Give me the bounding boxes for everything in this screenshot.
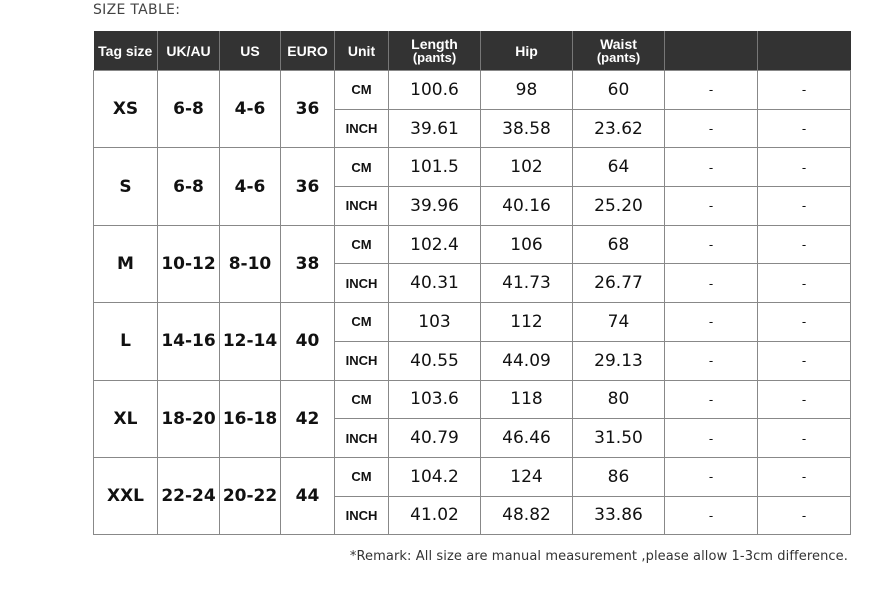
cell-extra-2: - [758,225,851,264]
header-waist: Waist (pants) [573,31,665,71]
cell-unit: INCH [335,109,389,148]
cell-waist: 26.77 [573,264,665,303]
cell-us: 20-22 [220,457,281,534]
cell-unit: CM [335,148,389,187]
cell-extra-1: - [665,341,758,380]
cell-length: 40.55 [389,341,481,380]
cell-us: 4-6 [220,148,281,225]
cell-euro: 40 [281,303,335,380]
cell-length: 100.6 [389,71,481,110]
remark-note: *Remark: All size are manual measurement ,please allow 1-3cm difference. [349,549,848,564]
cell-waist: 29.13 [573,341,665,380]
cell-us: 4-6 [220,71,281,148]
cell-length: 104.2 [389,457,481,496]
cell-unit: INCH [335,419,389,458]
cell-length: 40.31 [389,264,481,303]
cell-uk-au: 18-20 [158,380,220,457]
cell-euro: 42 [281,380,335,457]
cell-length: 103 [389,303,481,342]
cell-unit: CM [335,303,389,342]
cell-hip: 40.16 [481,187,573,226]
cell-length: 102.4 [389,225,481,264]
cell-hip: 46.46 [481,419,573,458]
header-euro: EURO [281,31,335,71]
cell-euro: 38 [281,225,335,302]
table-row [94,457,851,496]
cell-waist: 74 [573,303,665,342]
cell-us: 8-10 [220,225,281,302]
cell-waist: 31.50 [573,419,665,458]
cell-length: 103.6 [389,380,481,419]
cell-extra-2: - [758,303,851,342]
cell-extra-2: - [758,264,851,303]
cell-hip: 124 [481,457,573,496]
cell-unit: CM [335,225,389,264]
cell-waist: 23.62 [573,109,665,148]
cell-extra-1: - [665,225,758,264]
cell-hip: 102 [481,148,573,187]
cell-hip: 118 [481,380,573,419]
cell-extra-1: - [665,380,758,419]
cell-extra-1: - [665,419,758,458]
cell-us: 16-18 [220,380,281,457]
cell-hip: 112 [481,303,573,342]
table-body [94,71,851,535]
table-header-row [94,31,851,71]
cell-extra-1: - [665,457,758,496]
cell-tag-size: XL [94,380,158,457]
cell-hip: 41.73 [481,264,573,303]
cell-extra-2: - [758,187,851,226]
cell-unit: CM [335,71,389,110]
cell-waist: 86 [573,457,665,496]
cell-us: 12-14 [220,303,281,380]
cell-hip: 38.58 [481,109,573,148]
header-uk-au: UK/AU [158,31,220,71]
cell-extra-1: - [665,109,758,148]
cell-hip: 106 [481,225,573,264]
header-blank-1 [665,31,758,71]
cell-uk-au: 6-8 [158,71,220,148]
table-row [94,71,851,110]
header-unit: Unit [335,31,389,71]
cell-length: 101.5 [389,148,481,187]
cell-waist: 25.20 [573,187,665,226]
cell-tag-size: S [94,148,158,225]
cell-extra-2: - [758,380,851,419]
cell-extra-1: - [665,148,758,187]
table-row [94,225,851,264]
cell-uk-au: 10-12 [158,225,220,302]
header-us: US [220,31,281,71]
cell-unit: INCH [335,341,389,380]
cell-length: 39.96 [389,187,481,226]
cell-unit: INCH [335,264,389,303]
table-row [94,303,851,342]
page-title: SIZE TABLE: [93,2,181,18]
cell-length: 40.79 [389,419,481,458]
cell-extra-1: - [665,496,758,535]
cell-extra-2: - [758,148,851,187]
cell-tag-size: XS [94,71,158,148]
cell-euro: 44 [281,457,335,534]
cell-waist: 60 [573,71,665,110]
cell-hip: 48.82 [481,496,573,535]
cell-extra-2: - [758,71,851,110]
cell-uk-au: 22-24 [158,457,220,534]
cell-length: 41.02 [389,496,481,535]
cell-hip: 98 [481,71,573,110]
header-tag-size: Tag size [94,31,158,71]
table-row [94,380,851,419]
cell-extra-2: - [758,341,851,380]
cell-euro: 36 [281,148,335,225]
cell-tag-size: XXL [94,457,158,534]
cell-tag-size: M [94,225,158,302]
cell-unit: CM [335,457,389,496]
cell-unit: CM [335,380,389,419]
cell-extra-2: - [758,419,851,458]
cell-waist: 80 [573,380,665,419]
size-table [93,31,851,535]
table-row [94,148,851,187]
cell-extra-1: - [665,71,758,110]
cell-extra-2: - [758,109,851,148]
cell-extra-1: - [665,303,758,342]
header-blank-2 [758,31,851,71]
cell-unit: INCH [335,496,389,535]
cell-extra-2: - [758,457,851,496]
cell-extra-1: - [665,187,758,226]
cell-waist: 64 [573,148,665,187]
cell-tag-size: L [94,303,158,380]
header-length: Length (pants) [389,31,481,71]
cell-uk-au: 14-16 [158,303,220,380]
cell-waist: 68 [573,225,665,264]
cell-uk-au: 6-8 [158,148,220,225]
cell-unit: INCH [335,187,389,226]
cell-extra-1: - [665,264,758,303]
cell-euro: 36 [281,71,335,148]
cell-length: 39.61 [389,109,481,148]
cell-extra-2: - [758,496,851,535]
cell-hip: 44.09 [481,341,573,380]
cell-waist: 33.86 [573,496,665,535]
header-hip: Hip [481,31,573,71]
